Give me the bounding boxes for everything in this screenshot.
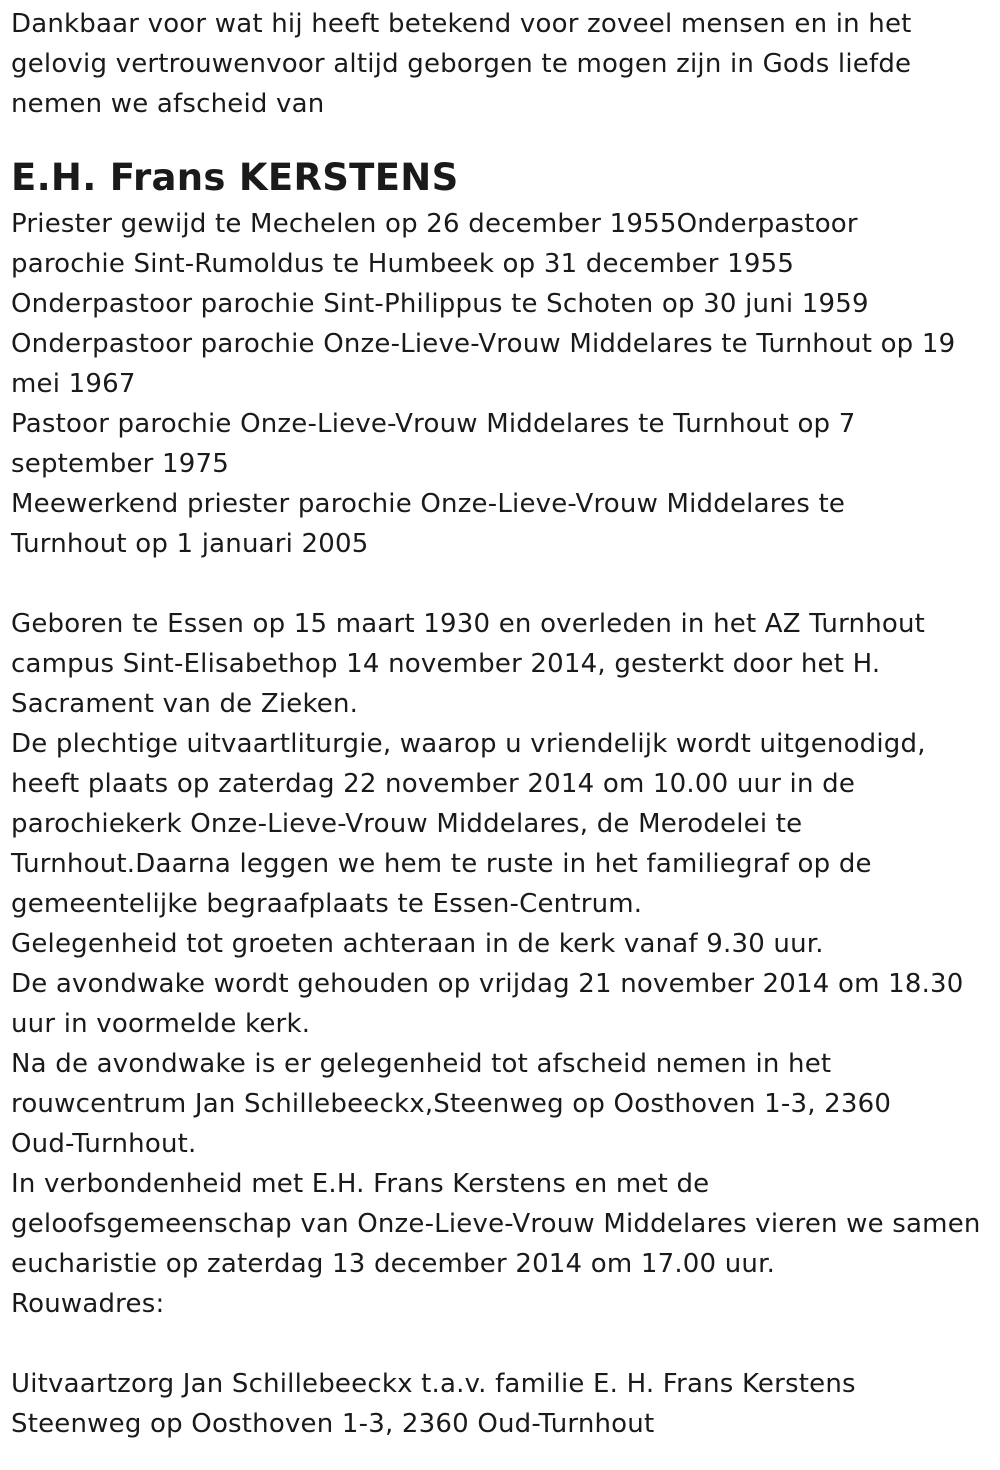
- mourning-address: [11, 1364, 990, 1444]
- address-line: Steenweg op Oosthoven 1-3, 2360 Oud-Turnhout: [11, 1409, 655, 1439]
- details-line: Geboren te Essen op 15 maart 1930 en overleden in het AZ Turnhout: [11, 609, 926, 639]
- career-line: Priester gewijd te Mechelen op 26 december 1955Onderpastoor: [11, 209, 858, 239]
- career-line: Turnhout op 1 januari 2005: [11, 529, 369, 559]
- details-line: Gelegenheid tot groeten achteraan in de kerk vanaf 9.30 uur.: [11, 929, 824, 959]
- spacer: [11, 1324, 990, 1364]
- career-line: september 1975: [11, 449, 229, 479]
- intro-line: Dankbaar voor wat hij heeft betekend voor zoveel mensen en in het: [11, 9, 912, 39]
- career-line: Pastoor parochie Onze-Lieve-Vrouw Middelares te Turnhout op 7: [11, 409, 856, 439]
- address-line: Uitvaartzorg Jan Schillebeeckx t.a.v. familie E. H. Frans Kerstens: [11, 1369, 856, 1399]
- details-line: De avondwake wordt gehouden op vrijdag 21 november 2014 om 18.30: [11, 969, 964, 999]
- details-paragraph: [11, 604, 990, 1324]
- details-line: eucharistie op zaterdag 13 december 2014 om 17.00 uur.: [11, 1249, 776, 1279]
- details-line: Rouwadres:: [11, 1289, 165, 1319]
- details-line: parochiekerk Onze-Lieve-Vrouw Middelares, de Merodelei te: [11, 809, 803, 839]
- intro-line: nemen we afscheid van: [11, 89, 325, 119]
- career-line: mei 1967: [11, 369, 136, 399]
- spacer: [11, 564, 990, 604]
- details-line: heeft plaats op zaterdag 22 november 2014 om 10.00 uur in de: [11, 769, 856, 799]
- details-line: geloofsgemeenschap van Onze-Lieve-Vrouw Middelares vieren we samen: [11, 1209, 981, 1239]
- details-line: uur in voormelde kerk.: [11, 1009, 311, 1039]
- details-line: In verbondenheid met E.H. Frans Kerstens en met de: [11, 1169, 710, 1199]
- details-line: Turnhout.Daarna leggen we hem te ruste in het familiegraf op de: [11, 849, 872, 879]
- details-line: Sacrament van de Zieken.: [11, 689, 359, 719]
- deceased-name: E.H. Frans KERSTENS: [11, 156, 459, 199]
- details-line: campus Sint-Elisabethop 14 november 2014, gesterkt door het H.: [11, 649, 881, 679]
- career-line: Meewerkend priester parochie Onze-Lieve-Vrouw Middelares te: [11, 489, 846, 519]
- career-line: Onderpastoor parochie Onze-Lieve-Vrouw Middelares te Turnhout op 19: [11, 329, 956, 359]
- details-line: rouwcentrum Jan Schillebeeckx,Steenweg op Oosthoven 1-3, 2360: [11, 1089, 892, 1119]
- career-line: parochie Sint-Rumoldus te Humbeek op 31 december 1955: [11, 249, 795, 279]
- details-line: Na de avondwake is er gelegenheid tot afscheid nemen in het: [11, 1049, 832, 1079]
- details-line: Oud-Turnhout.: [11, 1129, 197, 1159]
- details-line: De plechtige uitvaartliturgie, waarop u vriendelijk wordt uitgenodigd,: [11, 729, 926, 759]
- details-line: gemeentelijke begraafplaats te Essen-Centrum.: [11, 889, 643, 919]
- career-line: Onderpastoor parochie Sint-Philippus te Schoten op 30 juni 1959: [11, 289, 869, 319]
- career-list: [11, 204, 990, 564]
- intro-line: gelovig vertrouwenvoor altijd geborgen te mogen zijn in Gods liefde: [11, 49, 912, 79]
- intro-paragraph: [11, 4, 990, 124]
